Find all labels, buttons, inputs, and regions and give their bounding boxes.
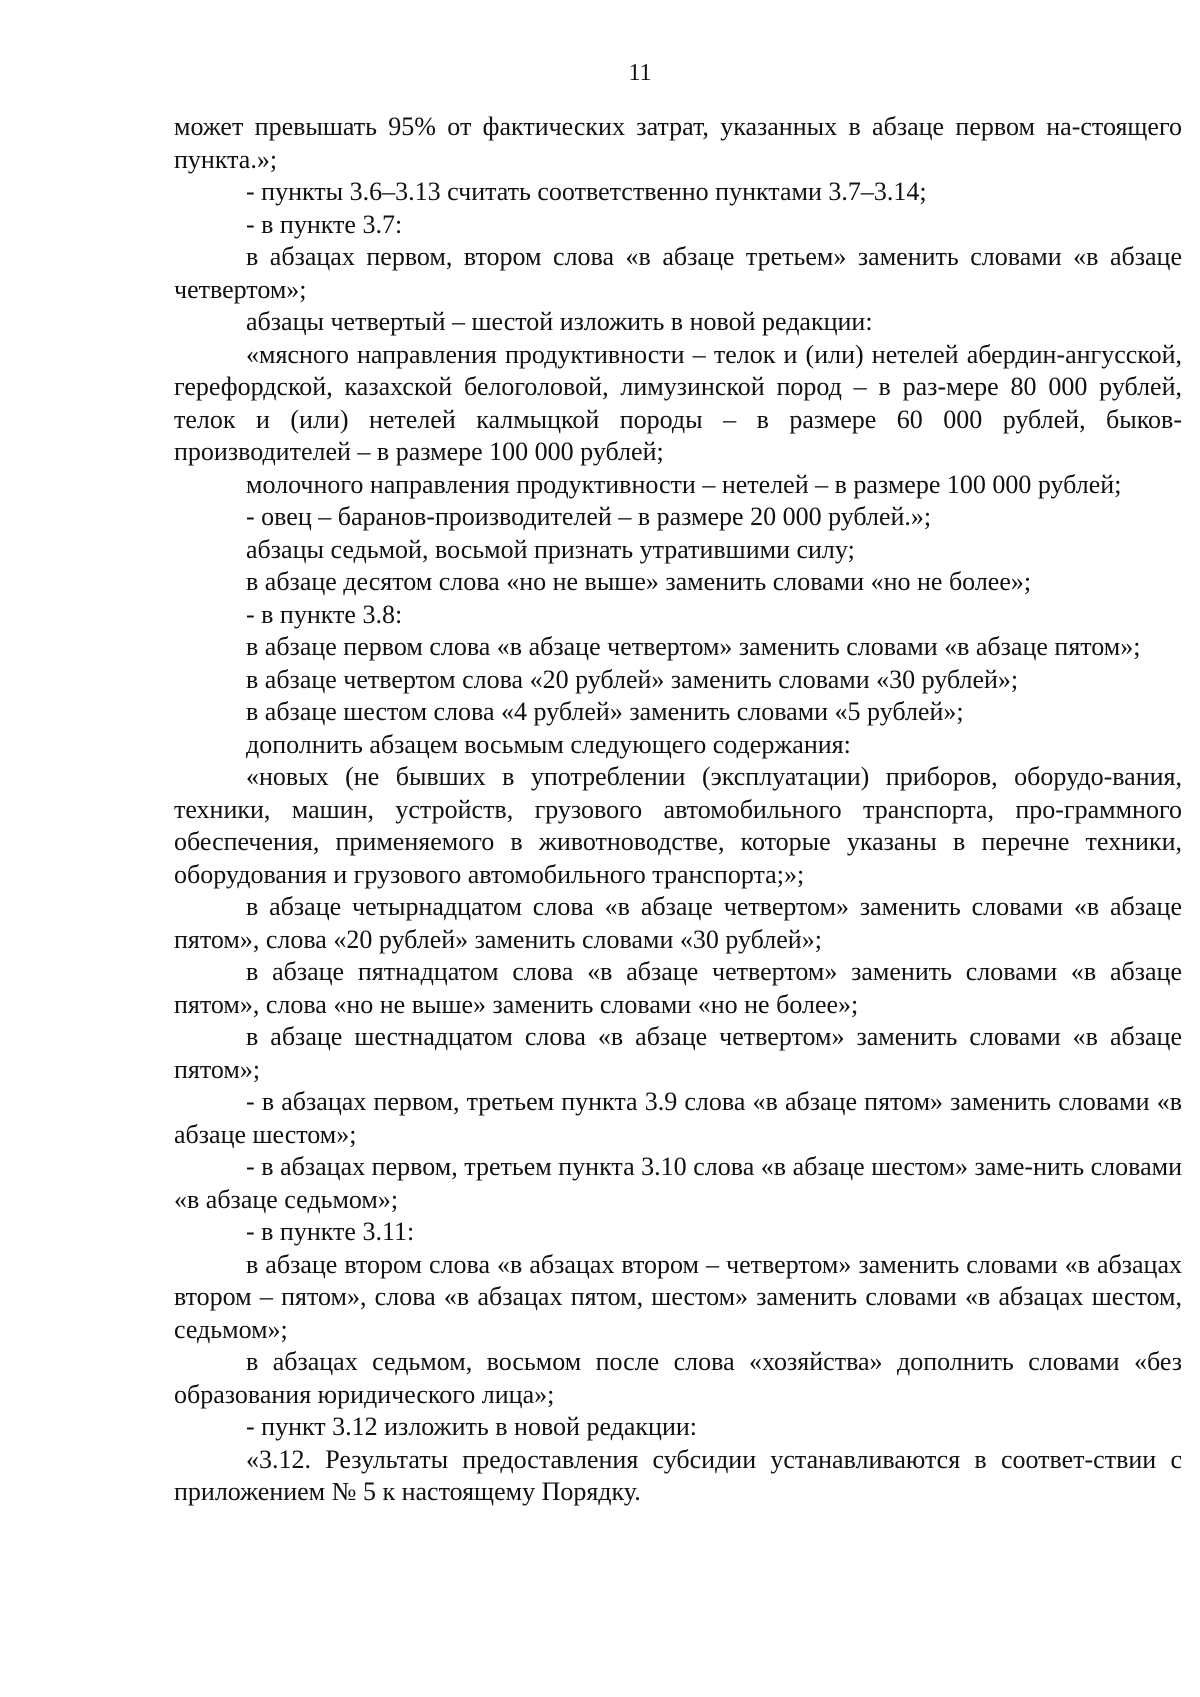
paragraph-24: в абзацах седьмом, восьмом после слова «хозяйства» дополнить словами «без образования юридического лица»;	[174, 1347, 1182, 1409]
paragraph-7: молочного направления продуктивности – нетелей – в размере 100 000 рублей;	[246, 469, 1122, 499]
paragraph-16: «новых (не бывших в употреблении (эксплуатации) приборов, оборудо-вания, техники, машин, устройств, грузового автомобильного транспорта, про-граммного обеспечения, применяемого в животноводстве, которые указаны в перечне техники, оборудования и грузового автомобильного транспорта;»;	[174, 762, 1182, 889]
page-number: 11	[628, 60, 652, 86]
paragraph-4: в абзацах первом, втором слова «в абзаце третьем» заменить словами «в абзаце четвертом»;	[174, 242, 1182, 304]
paragraph-12: в абзаце первом слова «в абзаце четвертом» заменить словами «в абзаце пятом»;	[246, 632, 1141, 661]
paragraph-11: - в пункте 3.8:	[246, 599, 403, 629]
document-body	[174, 111, 1182, 1509]
paragraph-8: - овец – баранов-производителей – в размере 20 000 рублей.»;	[246, 502, 932, 531]
paragraph-14: в абзаце шестом слова «4 рублей» заменить словами «5 рублей»;	[246, 697, 964, 726]
paragraph-13: в абзаце четвертом слова «20 рублей» заменить словами «30 рублей»;	[246, 664, 1019, 694]
paragraph-10: в абзаце десятом слова «но не выше» заменить словами «но не более»;	[246, 567, 1032, 596]
paragraph-19: в абзаце шестнадцатом слова «в абзаце четвертом» заменить словами «в абзаце пятом»;	[174, 1022, 1182, 1084]
paragraph-18: в абзаце пятнадцатом слова «в абзаце четвертом» заменить словами «в абзаце пятом», слова «но не выше» заменить словами «но не более»;	[174, 957, 1182, 1019]
paragraph-21: - в абзацах первом, третьем пункта 3.10 слова «в абзаце шестом» заме-нить словами «в абзаце седьмом»;	[174, 1152, 1182, 1214]
paragraph-3: - в пункте 3.7:	[246, 209, 403, 239]
paragraph-5: абзацы четвертый – шестой изложить в новой редакции:	[246, 307, 873, 336]
paragraph-6: «мясного направления продуктивности – телок и (или) нетелей абердин-ангусской, герефордской, казахской белоголовой, лимузинской пород – в раз-мере 80 000 рублей, телок и (или) нетелей калмыцкой породы – в размере 60 000 рублей, быков-производителей – в размере 100 000 рублей;	[174, 339, 1182, 466]
paragraph-15: дополнить абзацем восьмым следующего содержания:	[246, 729, 851, 759]
paragraph-22: - в пункте 3.11:	[246, 1217, 415, 1246]
paragraph-20: - в абзацах первом, третьем пункта 3.9 слова «в абзаце пятом» заменить словами «в абзаце шестом»;	[174, 1087, 1182, 1149]
paragraph-25: - пункт 3.12 изложить в новой редакции:	[246, 1412, 698, 1441]
paragraph-2: - пункты 3.6–3.13 считать соответственно пунктами 3.7–3.14;	[246, 177, 927, 206]
paragraph-26: «3.12. Результаты предоставления субсидии устанавливаются в соответ-ствии с приложением № 5 к настоящему Порядку.	[174, 1444, 1182, 1506]
paragraph-17: в абзаце четырнадцатом слова «в абзаце четвертом» заменить словами «в абзаце пятом», слова «20 рублей» заменить словами «30 рублей»;	[174, 892, 1182, 954]
paragraph-23: в абзаце втором слова «в абзацах втором – четвертом» заменить словами «в абзацах втором – пятом», слова «в абзацах пятом, шестом» заменить словами «в абзацах шестом, седьмом»;	[174, 1249, 1182, 1344]
paragraph-1: может превышать 95% от фактических затрат, указанных в абзаце первом на-стоящего пункта.»;	[174, 112, 1182, 174]
paragraph-9: абзацы седьмой, восьмой признать утратившими силу;	[246, 534, 855, 564]
